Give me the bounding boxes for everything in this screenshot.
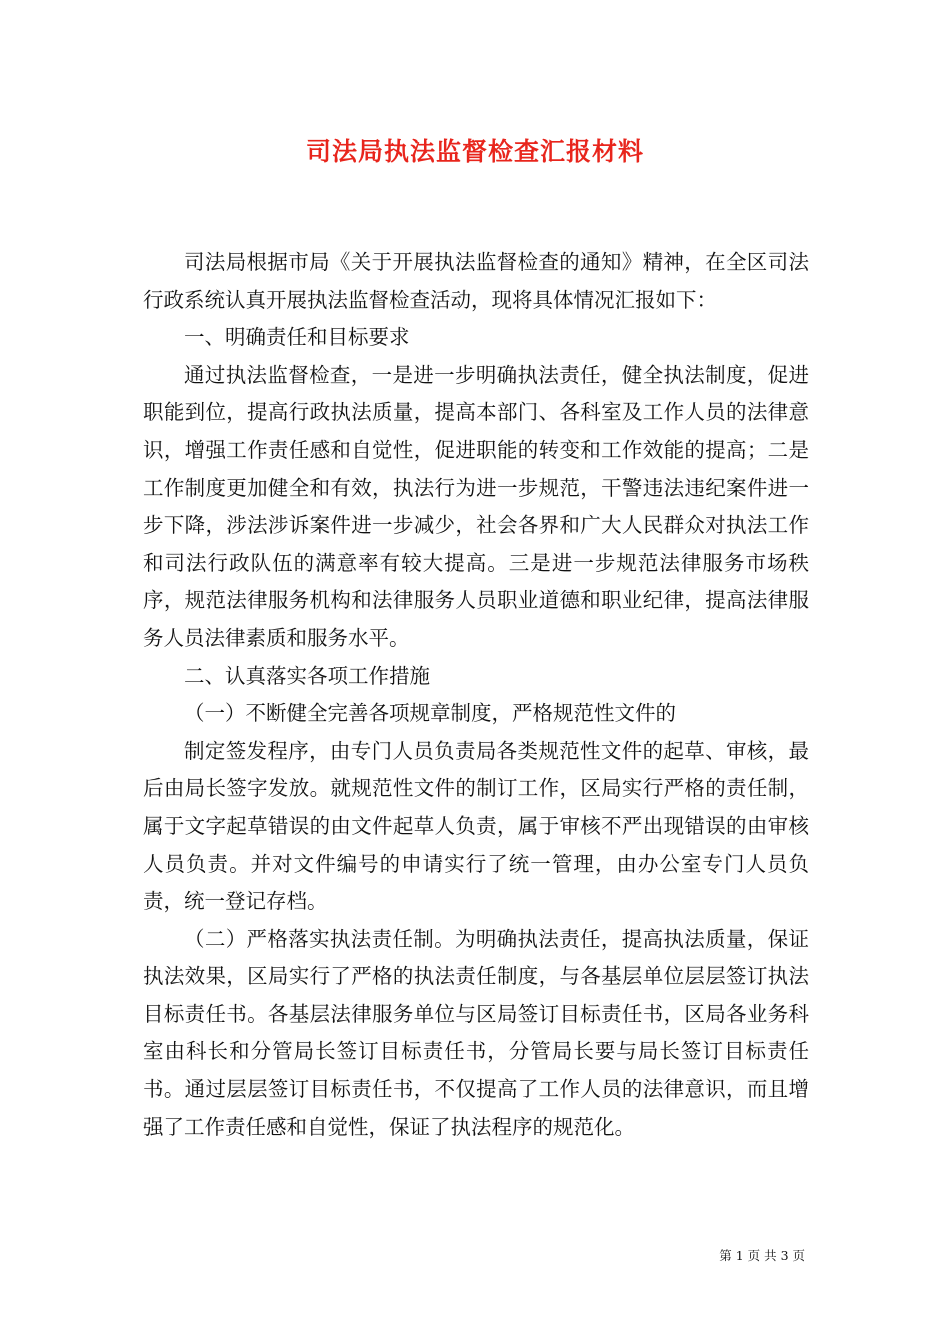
document-body [143,244,809,1146]
document-title: 司法局执法监督检查汇报材料 [305,137,644,166]
paragraph-section-1: 通过执法监督检查，一是进一步明确执法责任，健全执法制度，促进职能到位，提高行政执法质量，提高本部门、各科室及工作人员的法律意识，增强工作责任感和自觉性，促进职能的转变和工作效能的提高；二是工作制度更加健全和有效，执法行为进一步规范，干警违法违纪案件进一步下降，涉法涉诉案件进一步减少，社会各界和广大人民群众对执法工作和司法行政队伍的满意率有较大提高。三是进一步规范法律服务市场秩序，规范法律服务机构和法律服务人员职业道德和职业纪律，提高法律服务人员法律素质和服务水平。 [143,362,809,650]
paragraph-subsection-2: （二）严格落实执法责任制。为明确执法责任，提高执法质量，保证执法效果，区局实行了严格的执法责任制度，与各基层单位层层签订执法目标责任书。各基层法律服务单位与区局签订目标责任书，区局各业务科室由科长和分管局长签订目标责任书，分管局长要与局长签订目标责任书。通过层层签订目标责任书，不仅提高了工作人员的法律意识，而且增强了工作责任感和自觉性，保证了执法程序的规范化。 [143,926,809,1139]
paragraph-intro: 司法局根据市局《关于开展执法监督检查的通知》精神，在全区司法行政系统认真开展执法监督检查活动，现将具体情况汇报如下： [143,250,809,312]
subsection-heading-1: （一）不断健全完善各项规章制度，严格规范性文件的 [184,701,676,726]
section-heading-2: 二、认真落实各项工作措施 [184,663,430,688]
page-number-footer: 第 1 页 共 3 页 [719,1248,805,1263]
section-heading-1: 一、明确责任和目标要求 [184,325,410,350]
paragraph-subsection-1: 制定签发程序，由专门人员负责局各类规范性文件的起草、审核，最后由局长签字发放。就规范性文件的制订工作，区局实行严格的责任制，属于文字起草错误的由文件起草人负责，属于审核不严出现错误的由审核人员负责。并对文件编号的申请实行了统一管理，由办公室专门人员负责，统一登记存档。 [143,738,809,914]
